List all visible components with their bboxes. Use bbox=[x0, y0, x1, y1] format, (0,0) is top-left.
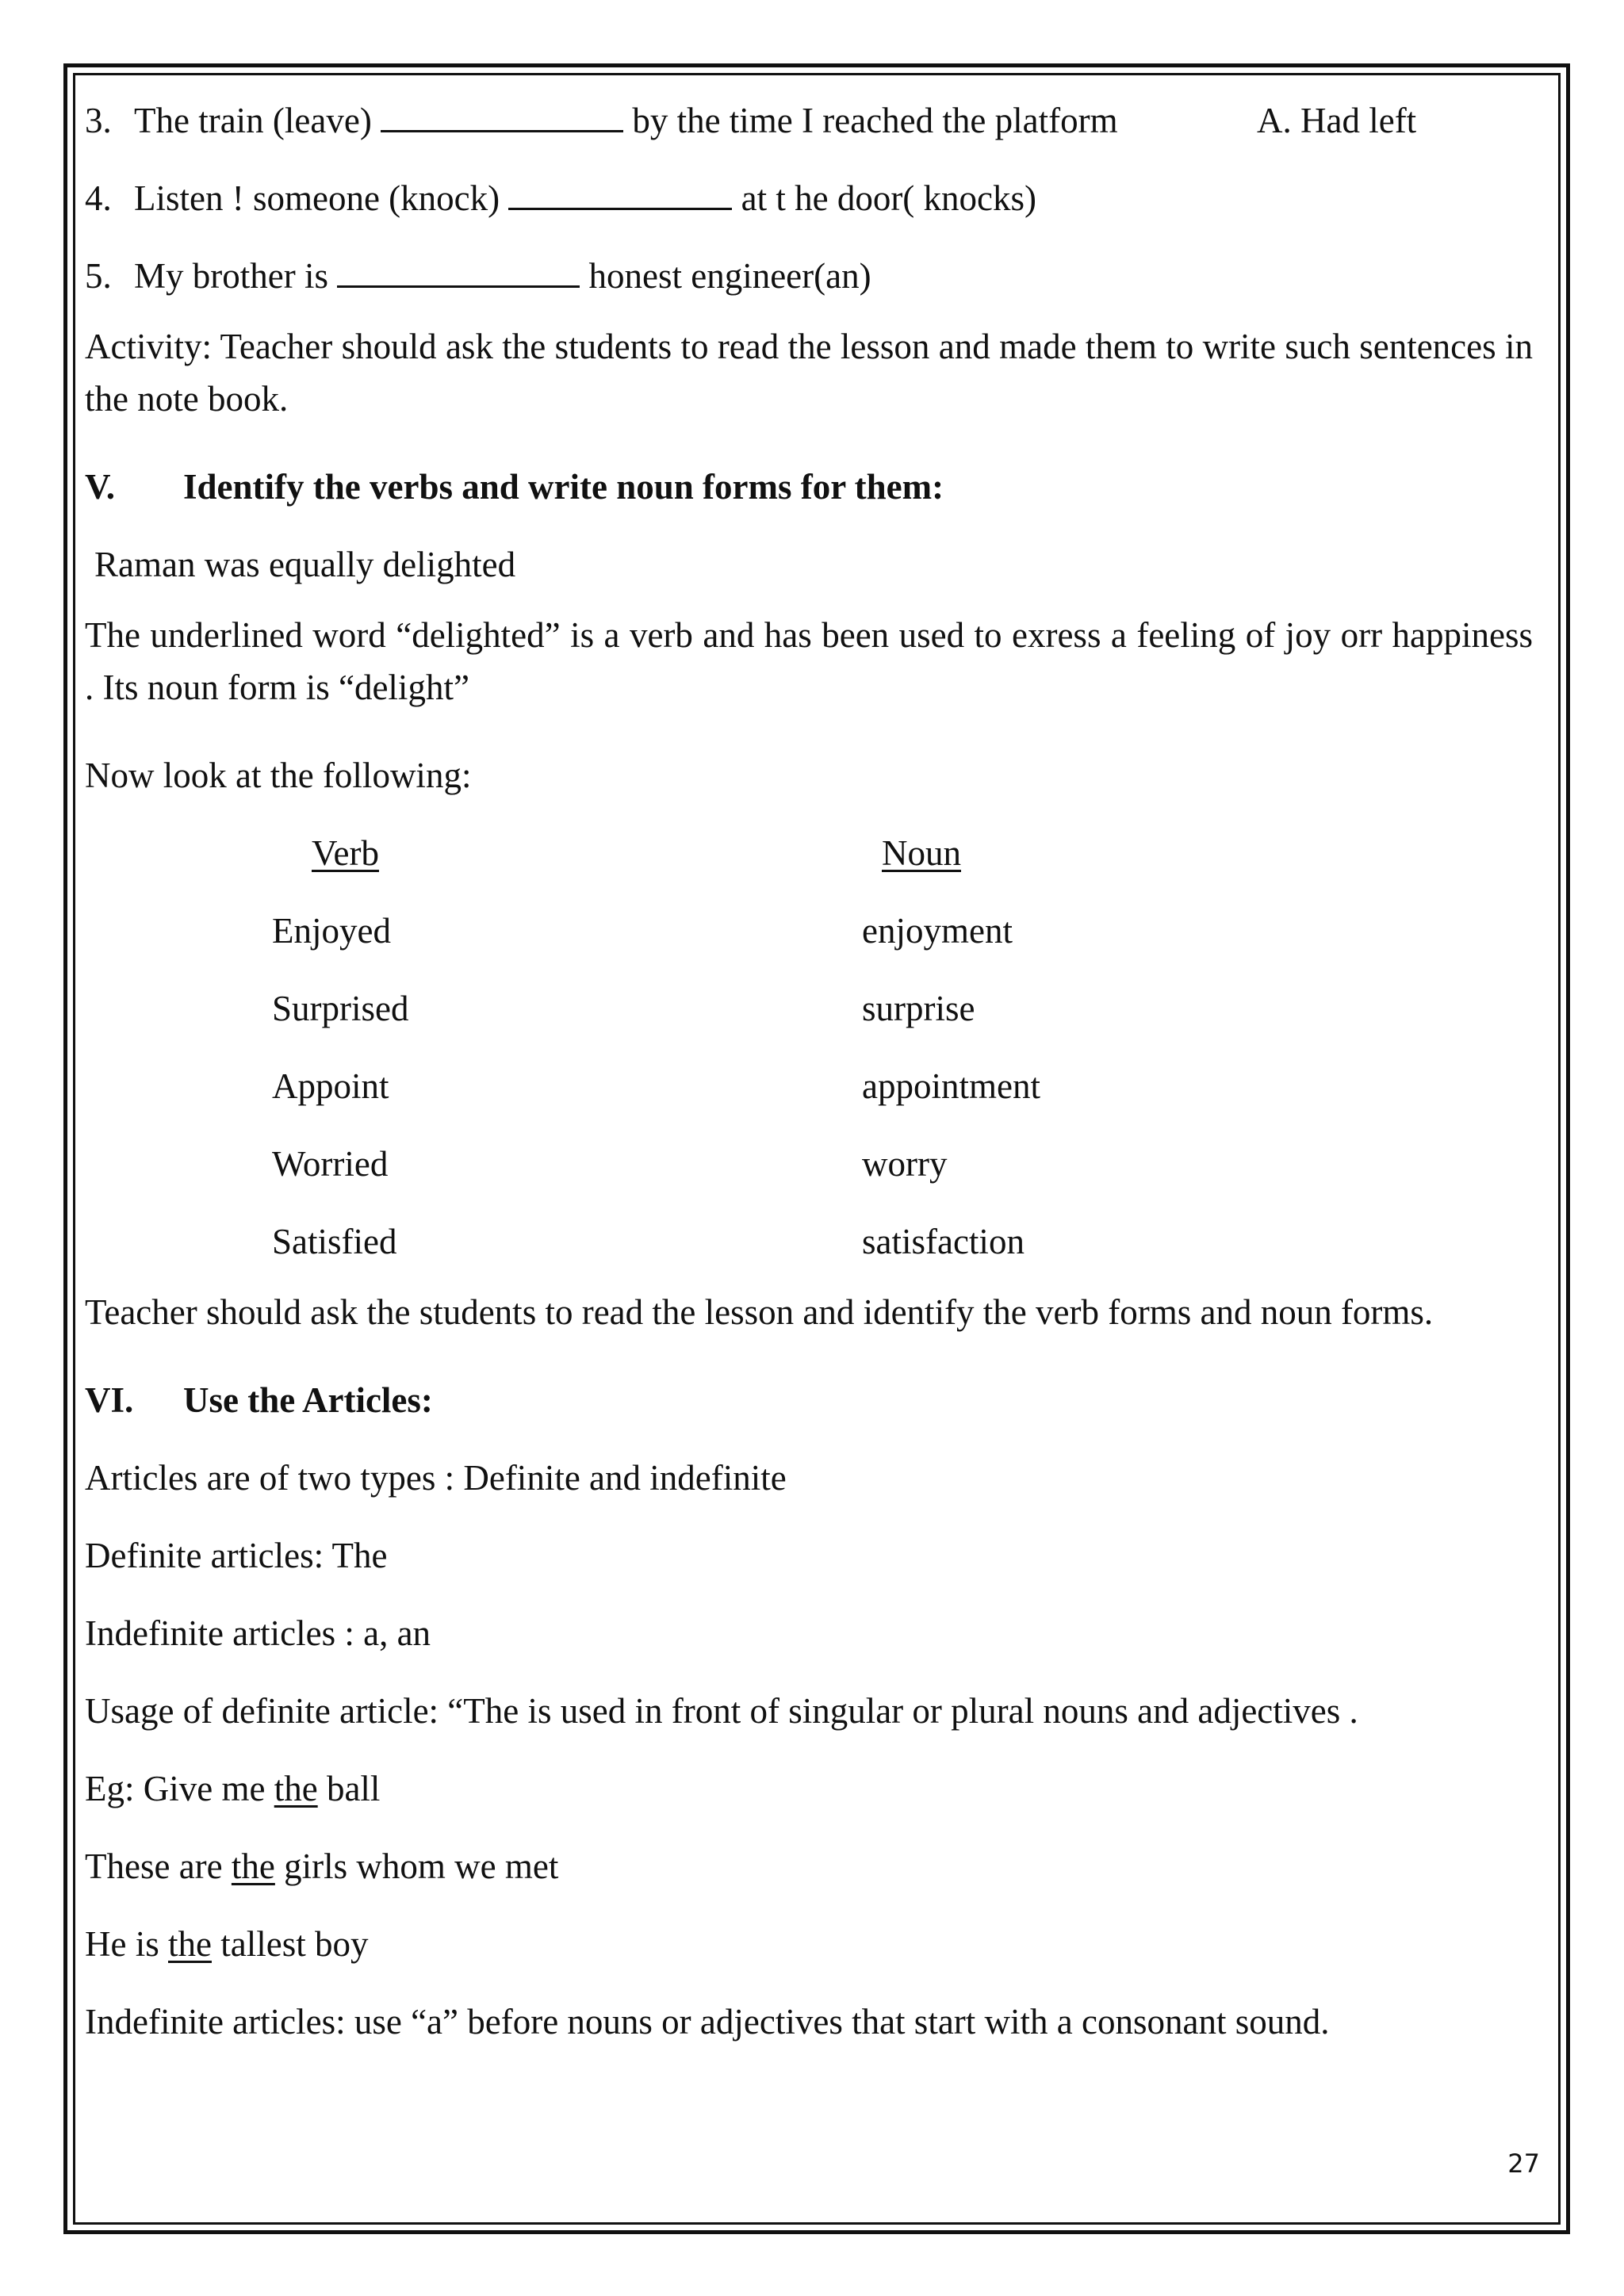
verb-cell: Appoint bbox=[272, 1066, 389, 1106]
item-text-after: honest engineer(an) bbox=[580, 256, 871, 296]
section-number: V. bbox=[85, 467, 115, 507]
item-number: 5. bbox=[85, 256, 112, 296]
table-intro: Now look at the following: bbox=[85, 756, 472, 795]
exercise-item-5 bbox=[85, 243, 1533, 320]
item-number: 4. bbox=[85, 178, 112, 218]
noun-cell: satisfaction bbox=[862, 1222, 1025, 1261]
item-text-after: at t he door( knocks) bbox=[732, 178, 1037, 218]
table-row bbox=[85, 1208, 1533, 1286]
example-text-after: girls whom we met bbox=[274, 1846, 559, 1886]
example-text-after: tallest boy bbox=[211, 1924, 369, 1964]
item-text-after: by the time I reached the platform bbox=[623, 101, 1118, 140]
definite-articles: Definite articles: The bbox=[85, 1536, 388, 1575]
verb-cell: Worried bbox=[272, 1144, 389, 1184]
verb-cell: Enjoyed bbox=[272, 911, 391, 951]
example-sentence: Raman was equally delighted bbox=[94, 545, 516, 584]
articles-types: Articles are of two types : Definite and indefinite bbox=[85, 1458, 787, 1498]
example-text-before: He is bbox=[85, 1924, 168, 1964]
noun-cell: enjoyment bbox=[862, 911, 1013, 951]
table-row bbox=[85, 975, 1533, 1053]
definite-usage: Usage of definite article: “The is used in front of singular or plural nouns and adjectives . bbox=[85, 1691, 1358, 1731]
table-row bbox=[85, 897, 1533, 975]
item-text-before: Listen ! someone (knock) bbox=[134, 178, 509, 218]
exercise-item-4 bbox=[85, 165, 1533, 243]
example-text-before: These are bbox=[85, 1846, 232, 1886]
article-example bbox=[85, 1755, 1533, 1833]
item-text-before: The train (leave) bbox=[134, 101, 381, 140]
indefinite-usage: Indefinite articles: use “a” before nouns or adjectives that start with a consonant sound. bbox=[85, 2002, 1330, 2042]
answer-blank bbox=[337, 252, 580, 288]
example-text-after: ball bbox=[317, 1769, 381, 1808]
item-answer: A. Had left bbox=[1257, 101, 1417, 140]
activity-paragraph: Activity: Teacher should ask the students to read the lesson and made them to write such sentences in the note book. bbox=[85, 327, 1533, 419]
section-vi-heading bbox=[85, 1367, 1533, 1445]
noun-cell: appointment bbox=[862, 1066, 1040, 1106]
verb-cell: Surprised bbox=[272, 989, 409, 1028]
verb-column-header: Verb bbox=[312, 833, 379, 873]
underlined-article: the bbox=[231, 1846, 275, 1886]
table-row bbox=[85, 1131, 1533, 1208]
section-title: Use the Articles: bbox=[183, 1380, 433, 1420]
underlined-article: the bbox=[168, 1924, 212, 1964]
teacher-note-paragraph: Teacher should ask the students to read the lesson and identify the verb forms and noun forms. bbox=[85, 1292, 1434, 1332]
item-text-before: My brother is bbox=[134, 256, 338, 296]
table-header-row bbox=[85, 820, 1533, 897]
exercise-item-3 bbox=[85, 87, 1533, 165]
noun-cell: surprise bbox=[862, 989, 975, 1028]
page-number: 27 bbox=[1507, 2149, 1540, 2179]
section-title: Identify the verbs and write noun forms for them: bbox=[183, 467, 944, 507]
example-text-before: Eg: Give me bbox=[85, 1769, 274, 1808]
underlined-article: the bbox=[274, 1769, 318, 1808]
table-row bbox=[85, 1053, 1533, 1131]
indefinite-articles: Indefinite articles : a, an bbox=[85, 1613, 431, 1653]
noun-cell: worry bbox=[862, 1144, 948, 1184]
page-content bbox=[85, 87, 1533, 2066]
answer-blank bbox=[508, 174, 732, 210]
noun-column-header: Noun bbox=[882, 833, 961, 873]
verb-cell: Satisfied bbox=[272, 1222, 397, 1261]
explanation-paragraph: The underlined word “delighted” is a verb and has been used to exress a feeling of joy orr happiness . Its noun form is “delight” bbox=[85, 615, 1533, 707]
section-v-heading bbox=[85, 453, 1533, 531]
section-number: VI. bbox=[85, 1380, 134, 1420]
article-example bbox=[85, 1833, 1533, 1911]
article-example bbox=[85, 1911, 1533, 1988]
item-number: 3. bbox=[85, 101, 112, 140]
answer-blank bbox=[381, 97, 623, 132]
